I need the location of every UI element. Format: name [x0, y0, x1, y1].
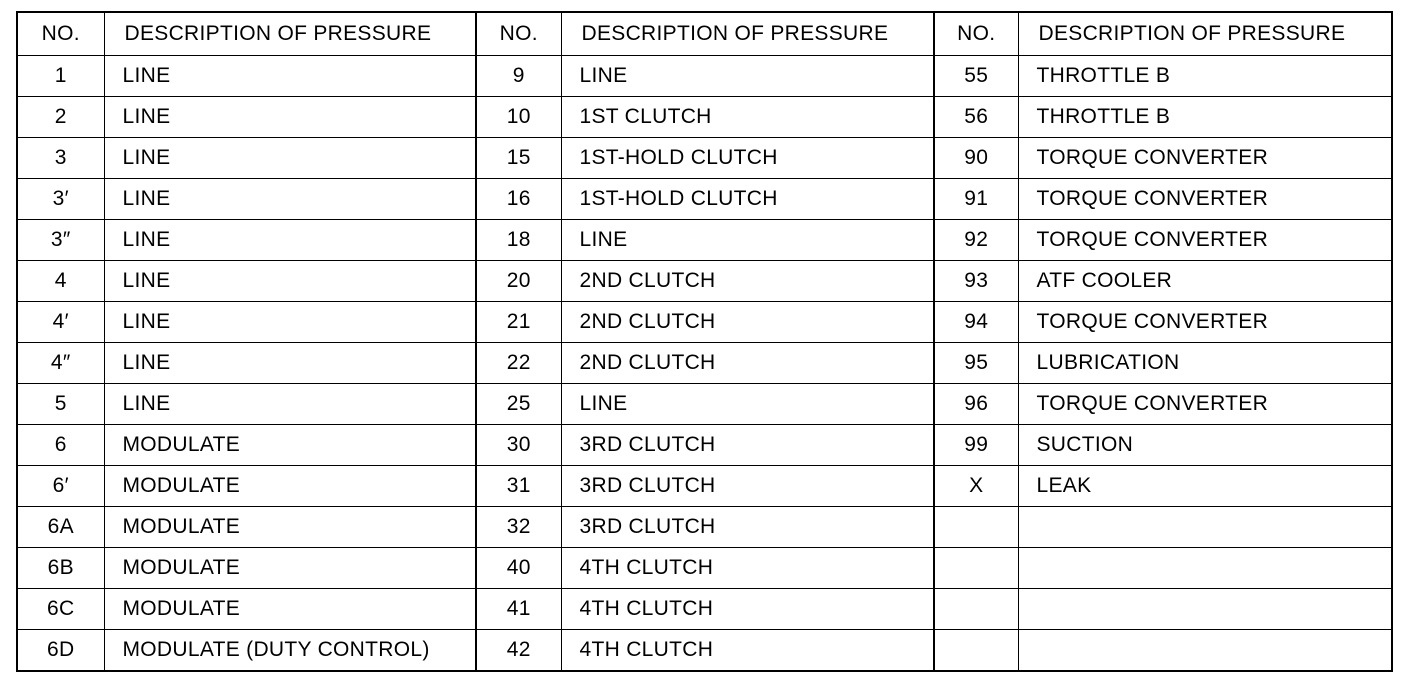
table-row: [935, 179, 1391, 220]
cell-no: 16: [477, 179, 561, 220]
cell-description: LINE: [104, 343, 475, 384]
cell-description: 2ND CLUTCH: [561, 302, 933, 343]
cell-no: 94: [935, 302, 1018, 343]
table-row: [935, 589, 1391, 630]
table-row: [18, 261, 475, 302]
table-row: [477, 220, 933, 261]
cell-description: THROTTLE B: [1018, 97, 1391, 138]
table-row: [477, 179, 933, 220]
cell-description: THROTTLE B: [1018, 56, 1391, 97]
table-row: [18, 179, 475, 220]
table-row: [18, 220, 475, 261]
cell-no: 93: [935, 261, 1018, 302]
table-row: [935, 220, 1391, 261]
table-row: [18, 384, 475, 425]
cell-description: TORQUE CONVERTER: [1018, 138, 1391, 179]
table-row: [935, 630, 1391, 671]
cell-description: 3RD CLUTCH: [561, 466, 933, 507]
table-row: [935, 507, 1391, 548]
table-row: [18, 630, 475, 671]
table-row: [477, 343, 933, 384]
table-row: [18, 343, 475, 384]
table-block-1-grid: [18, 13, 475, 670]
cell-no: 1: [18, 56, 104, 97]
table-row: [18, 56, 475, 97]
table-row: [935, 343, 1391, 384]
cell-no: 92: [935, 220, 1018, 261]
header-description: DESCRIPTION OF PRESSURE: [1018, 13, 1391, 56]
table-row: [935, 302, 1391, 343]
table-row: [935, 425, 1391, 466]
cell-no: 9: [477, 56, 561, 97]
cell-description: [1018, 589, 1391, 630]
table-row: [935, 56, 1391, 97]
cell-no: 4′: [18, 302, 104, 343]
cell-description: LINE: [104, 56, 475, 97]
cell-description: 4TH CLUTCH: [561, 589, 933, 630]
cell-no: 6C: [18, 589, 104, 630]
cell-description: 4TH CLUTCH: [579, 638, 714, 661]
cell-description: LINE: [104, 220, 475, 261]
table-row: [18, 97, 475, 138]
table-row: [935, 466, 1391, 507]
table-row: [477, 630, 933, 671]
header-row: [935, 13, 1391, 56]
table-row: [477, 466, 933, 507]
table-block-1: [18, 13, 477, 670]
header-description: DESCRIPTION OF PRESSURE: [561, 13, 933, 56]
cell-description: 3RD CLUTCH: [561, 507, 933, 548]
cell-no: 95: [935, 343, 1018, 384]
cell-no: 55: [935, 56, 1018, 97]
cell-no: 91: [935, 179, 1018, 220]
cell-no: 3: [18, 138, 104, 179]
cell-no: 42: [477, 630, 561, 671]
table-row: [18, 589, 475, 630]
cell-description: 3RD CLUTCH: [561, 425, 933, 466]
cell-no: 6A: [18, 507, 104, 548]
cell-no: 21: [477, 302, 561, 343]
cell-no: 6B: [18, 548, 104, 589]
cell-no: [935, 630, 1018, 671]
cell-description: LINE: [104, 179, 475, 220]
header-row: [477, 13, 933, 56]
table-block-3-grid: [935, 13, 1391, 670]
cell-no: X: [935, 466, 1018, 507]
table-block-3-body: [935, 56, 1391, 671]
cell-no: 5: [18, 384, 104, 425]
table-row: [477, 56, 933, 97]
table-row: [18, 507, 475, 548]
cell-no: 90: [935, 138, 1018, 179]
table-row: [18, 138, 475, 179]
cell-description: LINE: [561, 56, 933, 97]
header-no: NO.: [18, 13, 104, 56]
cell-description: 1ST-HOLD CLUTCH: [561, 138, 933, 179]
cell-description: 1ST-HOLD CLUTCH: [561, 179, 933, 220]
header-no: NO.: [935, 13, 1018, 56]
cell-description: LINE: [104, 138, 475, 179]
pressure-description-table: [16, 11, 1393, 672]
cell-description: [1018, 630, 1391, 671]
header-description: DESCRIPTION OF PRESSURE: [104, 13, 475, 56]
cell-description: LINE: [104, 302, 475, 343]
cell-description: TORQUE CONVERTER: [1018, 220, 1391, 261]
cell-no: 15: [477, 138, 561, 179]
cell-description: LINE: [104, 261, 475, 302]
cell-description: MODULATE: [104, 589, 475, 630]
cell-no: [935, 548, 1018, 589]
cell-no: 32: [477, 507, 561, 548]
table-row: [935, 548, 1391, 589]
cell-no: 99: [935, 425, 1018, 466]
cell-no: 22: [477, 343, 561, 384]
cell-no: 6′: [18, 466, 104, 507]
table-block-1-body: [18, 56, 475, 671]
header-row: [18, 13, 475, 56]
table-row: [477, 507, 933, 548]
cell-description: MODULATE: [104, 425, 475, 466]
table-row: [935, 261, 1391, 302]
table-row: [18, 548, 475, 589]
table-block-2-grid: [477, 13, 933, 670]
cell-no: 56: [935, 97, 1018, 138]
cell-description: MODULATE: [104, 507, 475, 548]
table-row: [935, 97, 1391, 138]
cell-description: TORQUE CONVERTER: [1018, 179, 1391, 220]
cell-no: 4: [18, 261, 104, 302]
cell-description: 2ND CLUTCH: [561, 343, 933, 384]
table-row: [477, 425, 933, 466]
cell-description: MODULATE: [104, 466, 475, 507]
cell-no: 6: [18, 425, 104, 466]
cell-description: LINE: [561, 220, 933, 261]
cell-no: 30: [477, 425, 561, 466]
cell-no: 10: [477, 97, 561, 138]
cell-no: 3″: [18, 220, 104, 261]
table-row: [18, 302, 475, 343]
cell-description: LINE: [104, 97, 475, 138]
cell-description: LUBRICATION: [1018, 343, 1391, 384]
table-block-2: [477, 13, 935, 670]
table-block-3: [935, 13, 1391, 670]
table-row: [477, 302, 933, 343]
table-row: [477, 97, 933, 138]
cell-no: 96: [935, 384, 1018, 425]
cell-description: 1ST CLUTCH: [561, 97, 933, 138]
table-row: [477, 384, 933, 425]
cell-description: [1018, 507, 1391, 548]
table-row: [18, 425, 475, 466]
table-row: [477, 138, 933, 179]
cell-description: TORQUE CONVERTER: [1018, 384, 1391, 425]
cell-description: SUCTION: [1018, 425, 1391, 466]
table-row: [477, 261, 933, 302]
cell-no: [935, 507, 1018, 548]
table-row: [477, 548, 933, 589]
table-row: [935, 384, 1391, 425]
cell-description: LINE: [104, 384, 475, 425]
cell-no: 3′: [18, 179, 104, 220]
cell-no: 25: [477, 384, 561, 425]
cell-description: TORQUE CONVERTER: [1018, 302, 1391, 343]
cell-description: 2ND CLUTCH: [561, 261, 933, 302]
table-block-2-body: [477, 56, 933, 671]
table-row: [935, 138, 1391, 179]
cell-description: MODULATE (DUTY CONTROL): [122, 638, 430, 661]
cell-no: 31: [477, 466, 561, 507]
cell-no: 20: [477, 261, 561, 302]
cell-no: 4″: [18, 343, 104, 384]
table-row: [477, 589, 933, 630]
cell-description: [1018, 548, 1391, 589]
cell-no: 6D: [18, 630, 104, 671]
cell-no: 18: [477, 220, 561, 261]
cell-description: 4TH CLUTCH: [561, 548, 933, 589]
cell-no: 40: [477, 548, 561, 589]
cell-description: MODULATE: [104, 548, 475, 589]
cell-no: 41: [477, 589, 561, 630]
cell-description: ATF COOLER: [1018, 261, 1391, 302]
cell-no: [935, 589, 1018, 630]
header-no: NO.: [477, 13, 561, 56]
cell-no: 2: [18, 97, 104, 138]
cell-description: LEAK: [1018, 466, 1391, 507]
cell-description: LINE: [561, 384, 933, 425]
table-row: [18, 466, 475, 507]
